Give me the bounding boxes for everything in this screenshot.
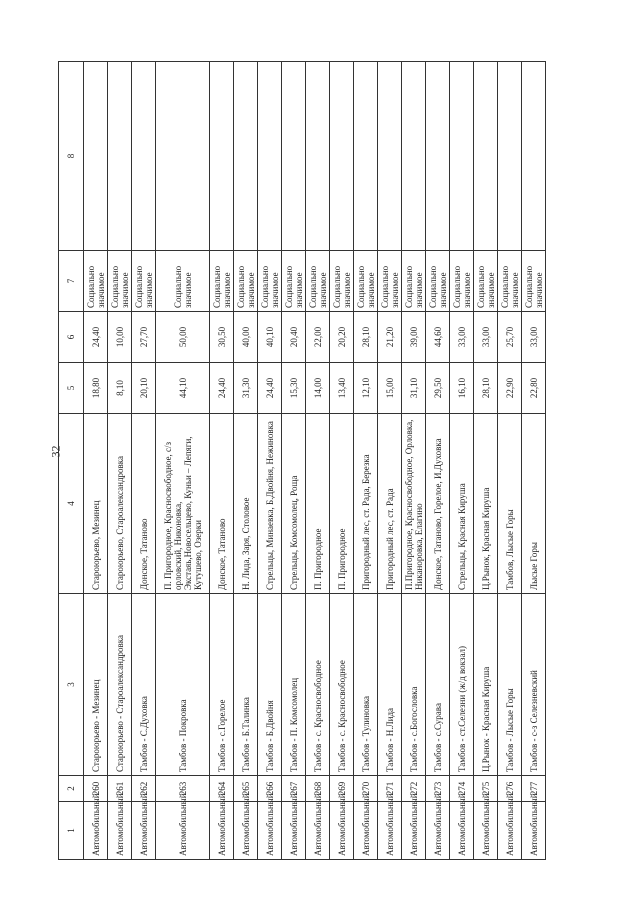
routes-table [58,61,546,860]
route-note-cell [132,62,156,251]
route-length-cell: 22,90 [498,363,522,414]
route-time-cell: 25,70 [498,312,522,363]
route-time-cell: 20,40 [282,312,306,363]
header-cell-2: 2 [59,776,84,802]
route-stops-cell: Стрельцы, Красная Кируша [450,414,474,594]
route-status-cell: Социально значимое [84,251,108,312]
route-number-cell: 269 [330,776,354,802]
route-type-cell: Автомобильный [522,802,546,860]
route-status-cell: Социально значимое [210,251,234,312]
route-stops-cell: Пригородный лес, ст. Рада [378,414,402,594]
route-type-cell: Автомобильный [330,802,354,860]
route-status-cell: Социально значимое [234,251,258,312]
route-name-cell: Тамбов - Б.Двойня [258,594,282,776]
route-time-cell: 33,00 [522,312,546,363]
route-stops-cell: Н. Лида, Заря, Столовое [234,414,258,594]
route-type-cell: Автомобильный [426,802,450,860]
route-stops-cell: Тамбов, Лысые Горы [498,414,522,594]
route-length-cell: 28,10 [474,363,498,414]
route-number-cell: 277 [522,776,546,802]
table-row [156,62,210,860]
header-cell-5: 5 [59,363,84,414]
route-number-cell: 272 [402,776,426,802]
table-row [258,62,282,860]
route-time-cell: 28,10 [354,312,378,363]
route-number-cell: 267 [282,776,306,802]
page-number: 32 [48,445,63,458]
route-status-cell: Социально значимое [108,251,132,312]
route-name-cell: Ц.Рынок - Красная Кируша [474,594,498,776]
route-stops-cell: Донское, Татаново, Горелое, И.Духовка [426,414,450,594]
table-row [132,62,156,860]
route-note-cell [474,62,498,251]
route-type-cell: Автомобильный [258,802,282,860]
route-stops-cell: П.Пригородное, Красносвободное, Орловка, Никаноровка, Елагино [402,414,426,594]
route-name-cell: Тамбов - с. Красносвободное [330,594,354,776]
route-time-cell: 39,00 [402,312,426,363]
route-length-cell: 31,10 [402,363,426,414]
route-name-cell: Тамбов - с.Сурава [426,594,450,776]
route-number-cell: 265 [234,776,258,802]
route-number-cell: 276 [498,776,522,802]
route-length-cell: 20,10 [132,363,156,414]
route-stops-cell: Донское, Татаново [210,414,234,594]
header-row [59,62,84,860]
route-stops-cell: Лысые Горы [522,414,546,594]
route-type-cell: Автомобильный [234,802,258,860]
route-type-cell: Автомобильный [450,802,474,860]
route-time-cell: 40,10 [258,312,282,363]
route-time-cell: 40,00 [234,312,258,363]
route-length-cell: 18,80 [84,363,108,414]
route-name-cell: Тамбов - Б.Талинка [234,594,258,776]
route-length-cell: 22,80 [522,363,546,414]
header-cell-4: 4 [59,414,84,594]
table-row [234,62,258,860]
table-row [210,62,234,860]
route-note-cell [282,62,306,251]
route-time-cell: 44,60 [426,312,450,363]
route-status-cell: Социально значимое [354,251,378,312]
route-status-cell: Социально значимое [522,251,546,312]
route-length-cell: 12,10 [354,363,378,414]
route-number-cell: 274 [450,776,474,802]
route-name-cell: Староюрьево - Мезинец [84,594,108,776]
route-time-cell: 33,00 [450,312,474,363]
route-length-cell: 31,30 [234,363,258,414]
route-status-cell: Социально значимое [132,251,156,312]
route-name-cell: Тамбов - С.Духовка [132,594,156,776]
table-row [522,62,546,860]
route-stops-cell: Староюрьево, Мезинец [84,414,108,594]
route-note-cell [330,62,354,251]
route-time-cell: 22,00 [306,312,330,363]
route-number-cell: 271 [378,776,402,802]
table-row [450,62,474,860]
table-row [498,62,522,860]
route-note-cell [450,62,474,251]
route-name-cell: Тамбов - Тулиновка [354,594,378,776]
header-cell-6: 6 [59,312,84,363]
route-note-cell [156,62,210,251]
route-length-cell: 24,40 [210,363,234,414]
route-type-cell: Автомобильный [306,802,330,860]
route-number-cell: 263 [156,776,210,802]
table-row [282,62,306,860]
route-type-cell: Автомобильный [402,802,426,860]
route-number-cell: 262 [132,776,156,802]
route-note-cell [498,62,522,251]
route-status-cell: Социально значимое [402,251,426,312]
route-time-cell: 30,50 [210,312,234,363]
route-time-cell: 33,00 [474,312,498,363]
route-type-cell: Автомобильный [108,802,132,860]
route-stops-cell: Ц.Рынок, Красная Кируша [474,414,498,594]
route-length-cell: 16,10 [450,363,474,414]
table-row [330,62,354,860]
route-type-cell: Автомобильный [354,802,378,860]
route-stops-cell: Пригородный лес, ст. Рада, Березка [354,414,378,594]
route-status-cell: Социально значимое [330,251,354,312]
route-note-cell [426,62,450,251]
route-name-cell: Тамбов - с. Красносвободное [306,594,330,776]
route-length-cell: 14,00 [306,363,330,414]
route-name-cell: Тамбов - Н.Лида [378,594,402,776]
route-length-cell: 24,40 [258,363,282,414]
route-time-cell: 24,40 [84,312,108,363]
route-note-cell [402,62,426,251]
route-note-cell [378,62,402,251]
header-cell-7: 7 [59,251,84,312]
route-status-cell: Социально значимое [426,251,450,312]
route-number-cell: 260 [84,776,108,802]
route-type-cell: Автомобильный [378,802,402,860]
route-name-cell: Тамбов - с-з Селезневский [522,594,546,776]
route-length-cell: 13,40 [330,363,354,414]
route-status-cell: Социально значимое [282,251,306,312]
table-body [84,62,546,860]
route-number-cell: 264 [210,776,234,802]
route-name-cell: Тамбов - Лысые Горы [498,594,522,776]
route-name-cell: Тамбов - Покровка [156,594,210,776]
table-row [426,62,450,860]
route-name-cell: Тамбов - с.Горелое [210,594,234,776]
route-number-cell: 261 [108,776,132,802]
route-type-cell: Автомобильный [498,802,522,860]
route-name-cell: Тамбов - ст.Селезни (ж/д вокзал) [450,594,474,776]
route-stops-cell: Стрельцы, Комсомолец, Роща [282,414,306,594]
route-type-cell: Автомобильный [132,802,156,860]
route-status-cell: Социально значимое [306,251,330,312]
route-status-cell: Социально значимое [450,251,474,312]
route-time-cell: 21,20 [378,312,402,363]
table-row [108,62,132,860]
route-stops-cell: Староюрьево, Староалександровка [108,414,132,594]
route-time-cell: 27,70 [132,312,156,363]
route-number-cell: 275 [474,776,498,802]
route-stops-cell: П. Пригородное [330,414,354,594]
route-length-cell: 44,10 [156,363,210,414]
route-number-cell: 268 [306,776,330,802]
route-status-cell: Социально значимое [156,251,210,312]
header-cell-8: 8 [59,62,84,251]
header-cell-1: 1 [59,802,84,860]
route-length-cell: 8,10 [108,363,132,414]
route-note-cell [108,62,132,251]
rotated-table-container [58,62,580,860]
route-note-cell [210,62,234,251]
table-row [378,62,402,860]
header-cell-3: 3 [59,594,84,776]
route-number-cell: 270 [354,776,378,802]
route-status-cell: Социально значимое [474,251,498,312]
route-stops-cell: Донское, Татаново [132,414,156,594]
route-note-cell [234,62,258,251]
route-number-cell: 266 [258,776,282,802]
table-row [354,62,378,860]
route-length-cell: 15,30 [282,363,306,414]
route-number-cell: 273 [426,776,450,802]
route-name-cell: Тамбов - П. Комсомолец [282,594,306,776]
route-note-cell [522,62,546,251]
route-note-cell [306,62,330,251]
route-length-cell: 29,50 [426,363,450,414]
route-name-cell: Тамбов - с.Богословка [402,594,426,776]
table-row [402,62,426,860]
table-row [306,62,330,860]
table-row [84,62,108,860]
route-stops-cell: П. Пригородное, Красносвободное, с/з орловский, Никоновка, Экстаяь,Новосельцево, Куньи – Лепяги, Кутушево, Озерки [156,414,210,594]
route-type-cell: Автомобильный [474,802,498,860]
route-stops-cell: П. Пригородное [306,414,330,594]
route-stops-cell: Стрельцы, Минаевка, Б.Двойня, Нежиновка [258,414,282,594]
route-type-cell: Автомобильный [210,802,234,860]
table-row [474,62,498,860]
route-status-cell: Социально значимое [498,251,522,312]
route-length-cell: 15,00 [378,363,402,414]
route-type-cell: Автомобильный [156,802,210,860]
route-status-cell: Социально значимое [258,251,282,312]
route-note-cell [84,62,108,251]
route-name-cell: Староюрьево - Староалександровка [108,594,132,776]
route-type-cell: Автомобильный [282,802,306,860]
route-status-cell: Социально значимое [378,251,402,312]
route-note-cell [258,62,282,251]
route-note-cell [354,62,378,251]
route-time-cell: 20,20 [330,312,354,363]
route-type-cell: Автомобильный [84,802,108,860]
route-time-cell: 50,00 [156,312,210,363]
route-time-cell: 10,00 [108,312,132,363]
